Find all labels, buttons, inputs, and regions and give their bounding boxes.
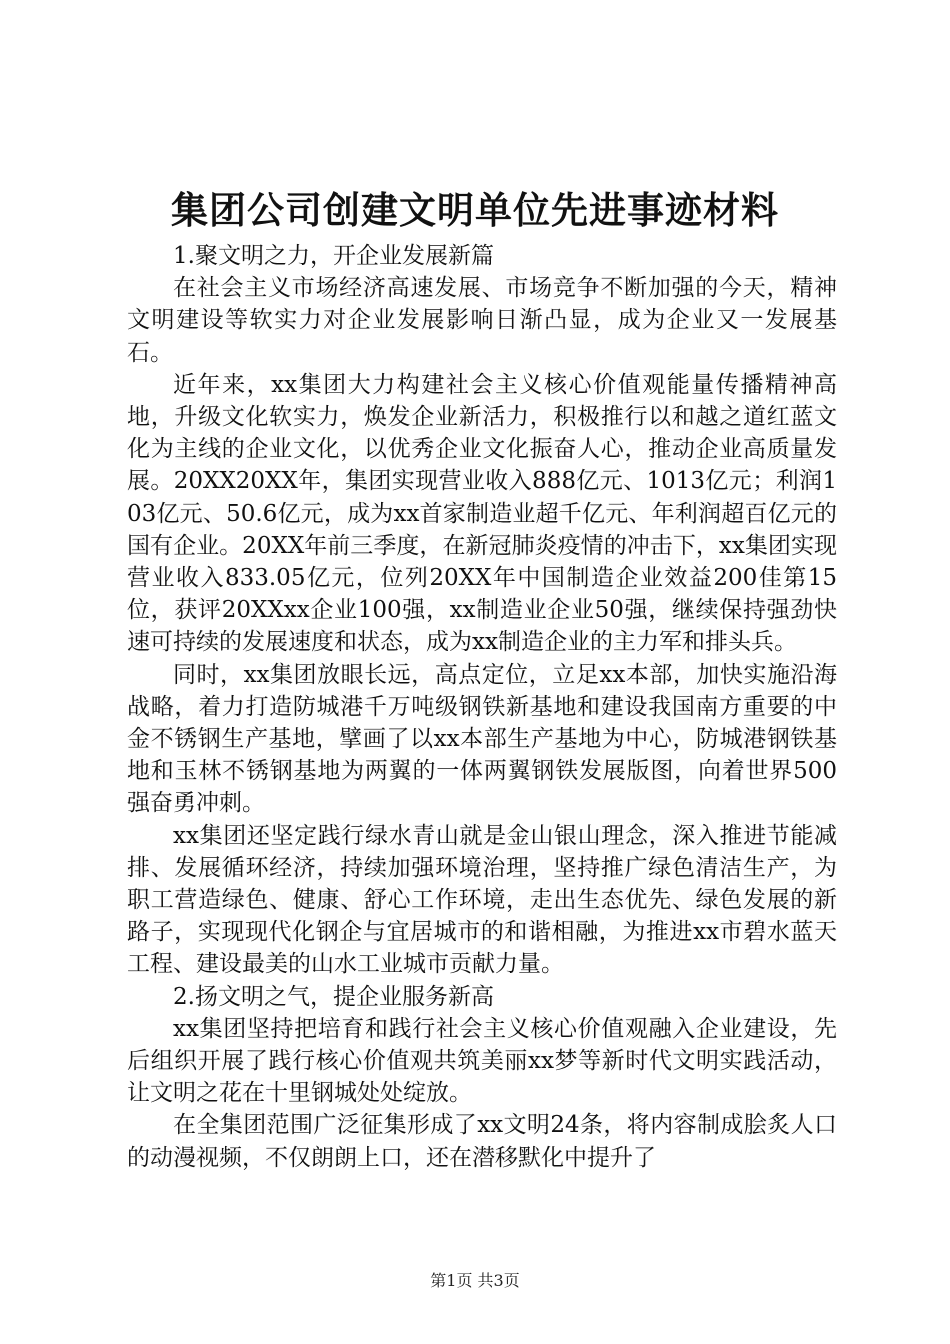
paragraph-civility-rules: 在全集团范围广泛征集形成了xx文明24条，将内容制成脍炙人口的动漫视频，不仅朗朗上口，还在潜移默化中提升了 — [127, 1112, 837, 1171]
paragraph-green-development: xx集团还坚定践行绿水青山就是金山银山理念，深入推进节能减排、发展循环经济，持续加强环境治理，坚持推广绿色清洁生产，为职工营造绿色、健康、舒心工作环境，走出生态优先、绿色发展的新路子，实现现代化钢企与宜居城市的和谐相融，为推进xx市碧水蓝天工程、建设最美的山水工业城市贡献力量。 — [127, 822, 837, 978]
page-number: 第1页 共3页 — [430, 1271, 520, 1290]
section-heading-1: 1.聚文明之力，开企业发展新篇 — [173, 243, 494, 269]
section-heading-2: 2.扬文明之气，提企业服务新高 — [173, 983, 494, 1010]
paragraph-intro: 在社会主义市场经济高速发展、市场竞争不断加强的今天，精神文明建设等软实力对企业发展影响日渐凸显，成为企业又一发展基石。 — [127, 275, 837, 366]
document-body — [127, 240, 837, 1174]
paragraph-core-values: xx集团坚持把培育和践行社会主义核心价值观融入企业建设，先后组织开展了践行核心价值观共筑美丽xx梦等新时代文明实践活动，让文明之花在十里钢城处处绽放。 — [127, 1015, 837, 1107]
paragraph-strategy: 同时，xx集团放眼长远，高点定位，立足xx本部，加快实施沿海战略，着力打造防城港千万吨级钢铁新基地和建设我国南方重要的中金不锈钢生产基地，擘画了以xx本部生产基地为中心，防城港钢铁基地和玉林不锈钢基地为两翼的一体两翼钢铁发展版图，向着世界500强奋勇冲刺。 — [127, 661, 837, 817]
paragraph-achievements: 近年来，xx集团大力构建社会主义核心价值观能量传播精神高地，升级文化软实力，焕发企业新活力，积极推行以和越之道红蓝文化为主线的企业文化，以优秀企业文化振奋人心，推动企业高质量发展。20XX20XX年，集团实现营业收入888亿元、1013亿元；利润103亿元、50.6亿元，成为xx首家制造业超千亿元、年利润超百亿元的国有企业。20XX年前三季度，在新冠肺炎疫情的冲击下，xx集团实现营业收入833.05亿元，位列20XX年中国制造企业效益200佳第15位，获评20XXxx企业100强，xx制造业企业50强，继续保持强劲快速可持续的发展速度和状态，成为xx制造企业的主力军和排头兵。 — [127, 371, 837, 656]
document-title: 集团公司创建文明单位先进事迹材料 — [171, 188, 779, 232]
